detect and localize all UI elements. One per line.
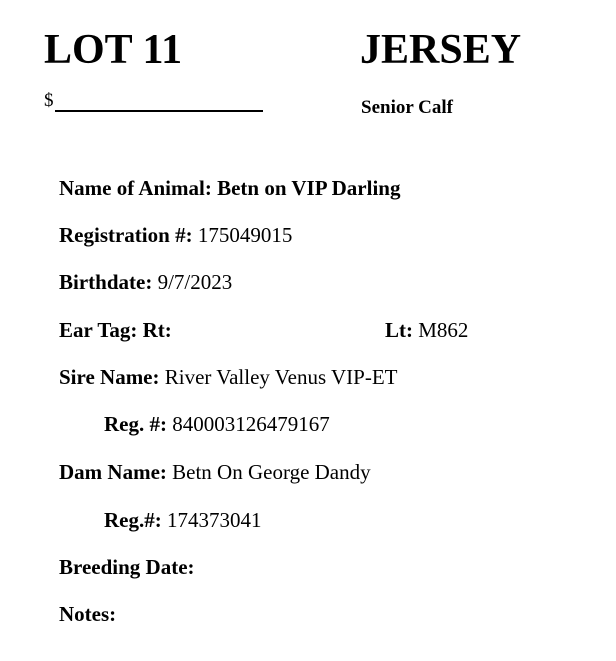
price-field xyxy=(44,90,263,112)
animal-name-row xyxy=(59,175,400,201)
ear-tag-label: Ear Tag: Rt: xyxy=(59,318,172,342)
registration-label: Registration #: xyxy=(59,223,198,247)
dollar-sign: $ xyxy=(44,90,54,111)
class-label: Senior Calf xyxy=(361,97,454,118)
dam-row xyxy=(59,459,371,485)
ear-tag-row xyxy=(59,317,172,343)
animal-name-label: Name of Animal: xyxy=(59,176,218,200)
sire-label: Sire Name: xyxy=(59,365,165,389)
breed-title: JERSEY xyxy=(360,27,522,73)
ear-tag-lt-value: M862 xyxy=(418,318,469,342)
birthdate-value: 9/7/2023 xyxy=(157,270,233,294)
price-blank-line xyxy=(55,90,263,112)
ear-tag-lt-label: Lt: xyxy=(385,318,419,342)
sire-reg-label: Reg. #: xyxy=(104,412,173,436)
sire-value: River Valley Venus VIP-ET xyxy=(164,365,398,389)
ear-tag-lt xyxy=(385,317,468,343)
dam-reg-row xyxy=(104,507,261,533)
birthdate-label: Birthdate: xyxy=(59,270,158,294)
dam-reg-value: 174373041 xyxy=(166,508,262,532)
sire-reg-row xyxy=(104,411,330,437)
dam-value: Betn On George Dandy xyxy=(172,460,371,484)
birthdate-row xyxy=(59,269,232,295)
notes-row xyxy=(59,601,116,627)
registration-row xyxy=(59,222,292,248)
dam-label: Dam Name: xyxy=(59,460,173,484)
breeding-date-label: Breeding Date: xyxy=(59,555,195,579)
sire-reg-value: 840003126479167 xyxy=(172,412,330,436)
breeding-date-row xyxy=(59,554,195,580)
notes-label: Notes: xyxy=(59,602,117,626)
registration-value: 175049015 xyxy=(197,223,293,247)
dam-reg-label: Reg.#: xyxy=(104,508,167,532)
lot-number: LOT 11 xyxy=(44,27,183,73)
animal-name-value: Betn on VIP Darling xyxy=(217,176,401,200)
sire-row xyxy=(59,364,397,390)
